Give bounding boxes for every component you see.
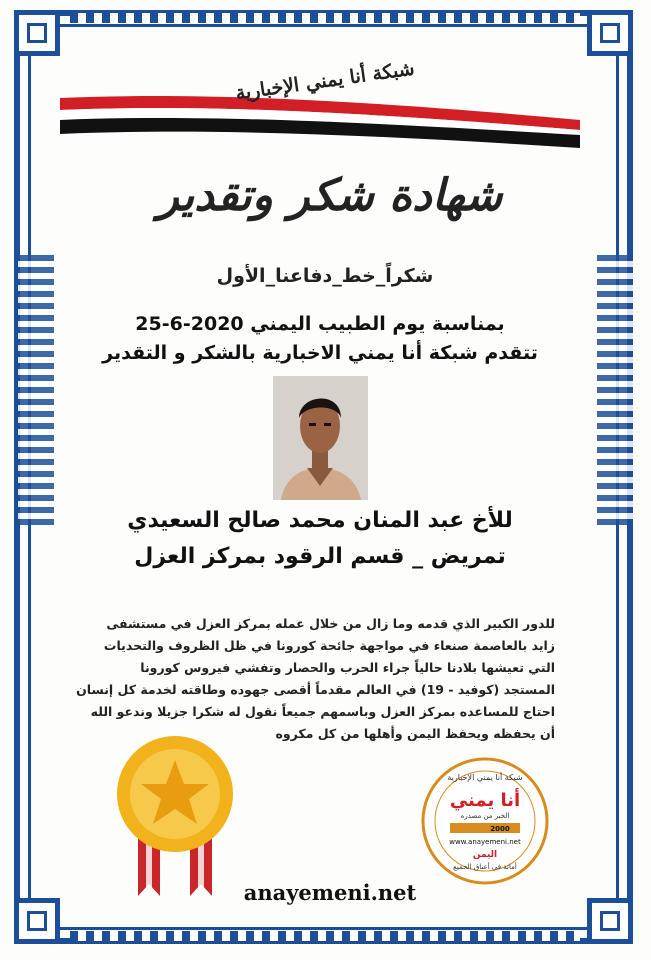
stamp-logo: أنا يمني — [449, 790, 521, 811]
stamp-country: اليمن — [472, 850, 498, 860]
body-line: التي تعيشها بلادنا حالياً جراء الحرب والحصار وتفشي فيروس كورونا — [140, 660, 555, 675]
bottom-pattern-band — [70, 931, 580, 941]
stamp-slogan: الخبر من مصدره — [460, 812, 510, 820]
gold-medal-icon — [110, 732, 240, 902]
body-line: للدور الكبير الذي قدمه وما زال من خلال عمله بمركز العزل في مستشفى — [106, 616, 555, 631]
corner-ornament-top-right — [587, 10, 633, 56]
footer-website: anayemeni.net — [243, 880, 417, 905]
stamp-year: 2000 — [490, 825, 510, 833]
yemen-flag-ribbon — [60, 90, 580, 150]
body-line: المستجد (كوفيد - 19) في العالم مقدماً أقصى جهوده وطاقته لخدمة كل إنسان — [76, 682, 555, 697]
left-pattern-band — [18, 255, 54, 525]
corner-ornament-bottom-left — [14, 898, 60, 944]
right-pattern-band — [597, 255, 633, 525]
network-name: شبكة أنا يمني الإخبارية — [234, 57, 416, 105]
top-pattern-band — [70, 13, 580, 23]
stamp-url: www.anayemeni.net — [449, 838, 521, 846]
network-stamp — [420, 756, 550, 886]
body-line: زايد بالعاصمة صنعاء في مواجهة جائحة كورونا في ظل الظروف والتحديات — [103, 638, 555, 653]
corner-ornament-bottom-right — [587, 898, 633, 944]
body-line: احتاج للمساعده بمركز العزل وباسمهم جميعاً نقول له شكرا جزيلا وندعو الله — [90, 704, 555, 719]
corner-ornament-top-left — [14, 10, 60, 56]
recipient-name: للأخ عبد المنان محمد صالح السعيدي — [127, 508, 513, 533]
recipient-department: تمريض _ قسم الرقود بمركز العزل — [134, 544, 506, 569]
portrait-illustration — [273, 376, 368, 500]
occasion-line: بمناسبة يوم الطبيب اليمني 2020-6-25 — [135, 313, 505, 335]
recipient-photo — [273, 376, 368, 500]
stamp-ring-text: شبكة أنا يمني الإخبارية — [447, 773, 523, 782]
certificate-title: شهادة شكر وتقدير — [157, 170, 503, 221]
tagline: شكراً_خط_دفاعنا_الأول — [216, 265, 434, 287]
presenter-line: تتقدم شبكة أنا يمني الاخبارية بالشكر و التقدير — [102, 342, 538, 364]
appreciation-text — [76, 613, 555, 745]
body-line: أن يحفظه ويحفظ اليمن وأهلها من كل مكروه — [275, 726, 555, 741]
stamp-motto: أمانة في أعناق الجميع — [453, 863, 517, 871]
